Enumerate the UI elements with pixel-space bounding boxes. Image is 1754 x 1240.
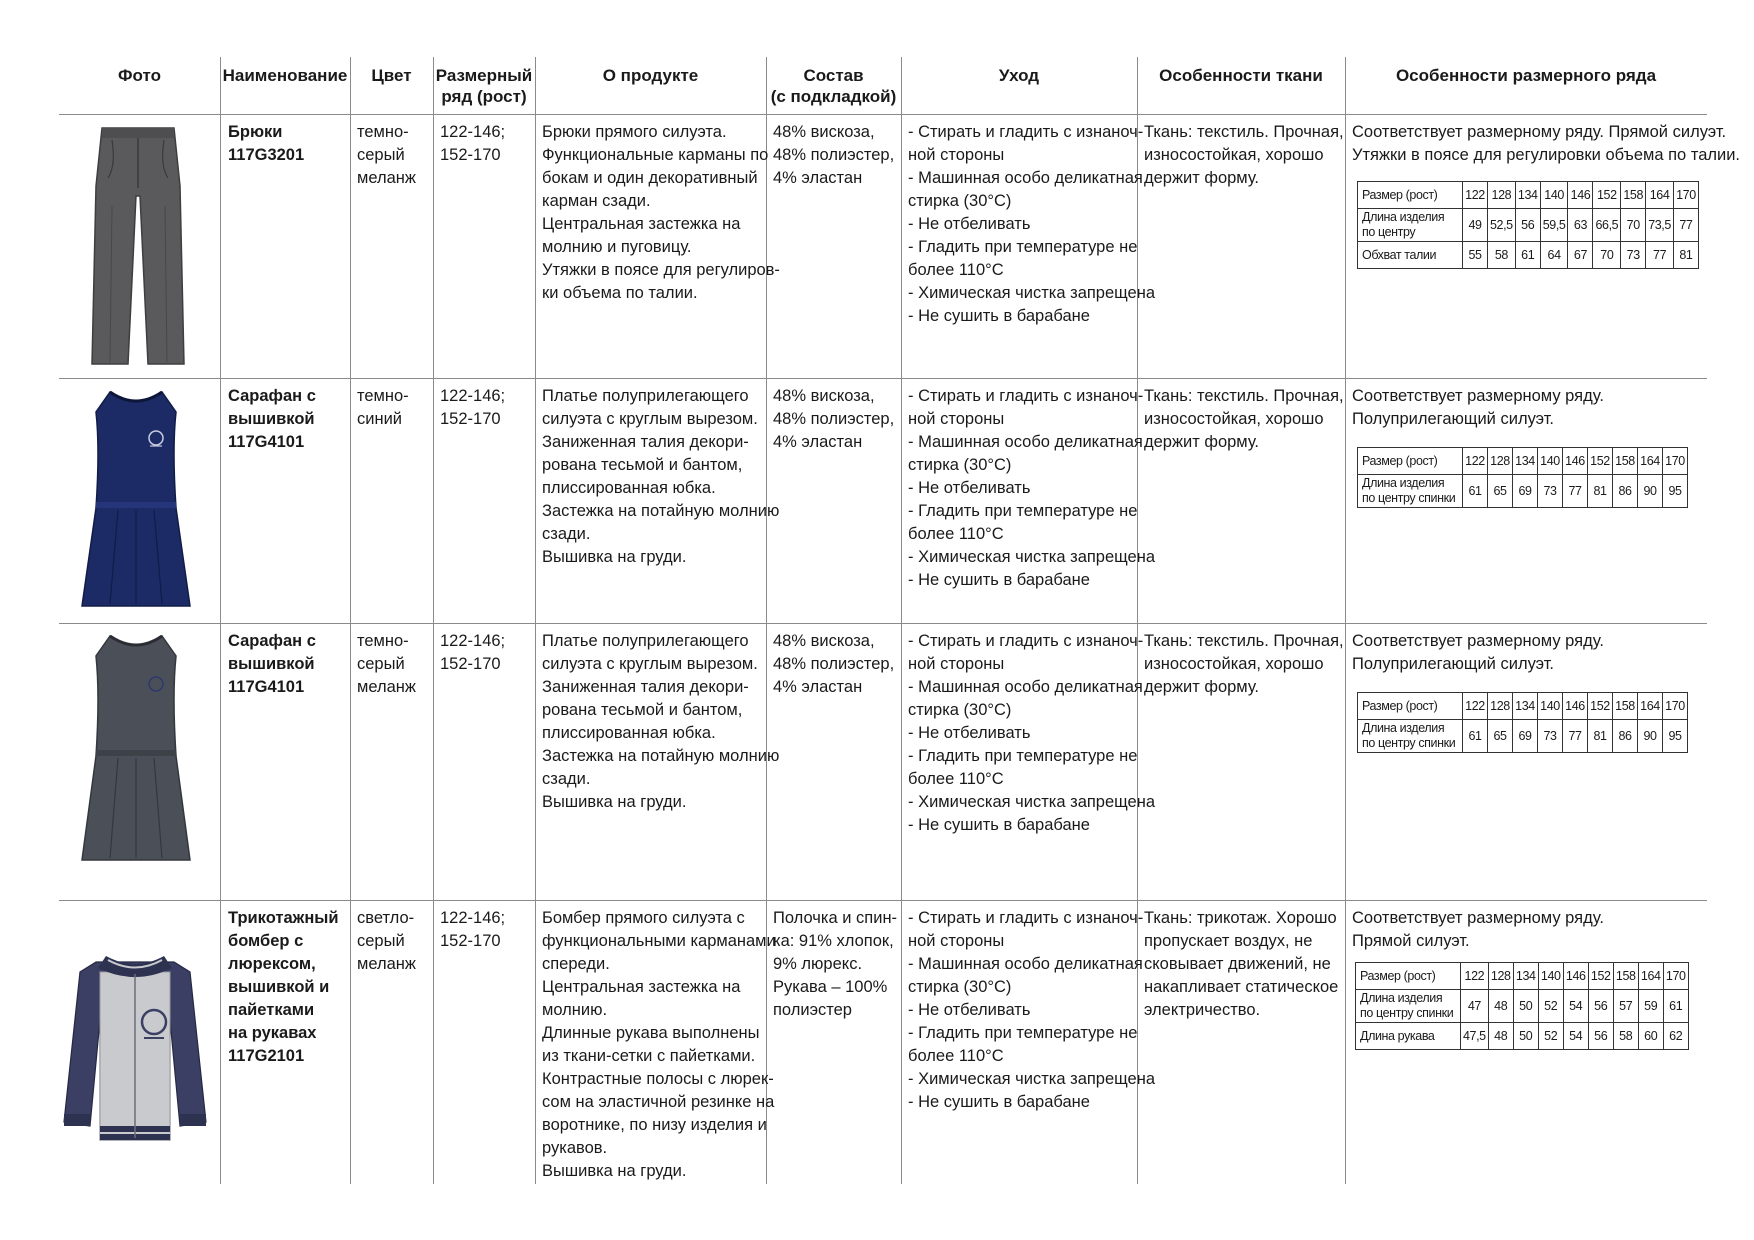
size-table-value: 66,5 (1593, 209, 1621, 242)
row-divider (59, 378, 1707, 379)
size-table-height: 146 (1568, 182, 1593, 209)
size-table-value: 59,5 (1540, 209, 1568, 242)
size-table-height: 164 (1638, 448, 1663, 475)
size-table-value: 47,5 (1461, 1023, 1489, 1050)
column-divider (220, 57, 221, 1184)
size-table-value: 52 (1538, 1023, 1563, 1050)
size-table-value: 60 (1638, 1023, 1663, 1050)
size-table-value: 64 (1540, 242, 1568, 269)
product-care: - Стирать и гладить с изнаноч- ной стороны - Машинная особо деликатная стирка (30°С) - Не отбеливать - Гладить при температуре не более 110°С - Химическая чистка запрещена - Не сушить в барабане (908, 123, 1156, 325)
column-divider (535, 57, 536, 1184)
row-divider (59, 900, 1707, 901)
size-table-value: 62 (1663, 1023, 1688, 1050)
size-table-row (1358, 209, 1699, 242)
product-care: - Стирать и гладить с изнаноч- ной стороны - Машинная особо деликатная стирка (30°С) - Не отбеливать - Гладить при температуре не более 110°С - Химическая чистка запрещена - Не сушить в барабане (908, 387, 1156, 589)
product-size-range: 122-146; 152-170 (440, 909, 506, 950)
size-table-height: 122 (1463, 448, 1488, 475)
product-composition: 48% вискоза, 48% полиэстер, 4% эластан (773, 387, 895, 451)
size-table-value: 48 (1488, 990, 1513, 1023)
size-table-height: 146 (1563, 448, 1588, 475)
size-table-row (1358, 242, 1699, 269)
product-color: темно- серый меланж (357, 123, 416, 187)
size-table-row (1358, 475, 1688, 508)
size-table-value: 48 (1488, 1023, 1513, 1050)
grey-sundress-photo-icon (80, 634, 192, 862)
size-table-row-label: Длина изделия по центру спинки (1356, 990, 1461, 1023)
product-color: темно- синий (357, 387, 409, 428)
size-table-value: 73,5 (1646, 209, 1674, 242)
size-table-height: 170 (1663, 963, 1688, 990)
size-table-value: 55 (1463, 242, 1488, 269)
size-table-header-label: Размер (рост) (1358, 182, 1463, 209)
size-table-value: 90 (1638, 475, 1663, 508)
size-table-height: 128 (1488, 182, 1516, 209)
header-size-range: Размерный ряд (рост) (435, 66, 533, 106)
size-table-row-label: Длина изделия по центру спинки (1358, 720, 1463, 753)
product-size-range: 122-146; 152-170 (440, 632, 506, 673)
product-fabric: Ткань: текстиль. Прочная, износостойкая, хорошо держит форму. (1144, 123, 1344, 187)
header-fabric: Особенности ткани (1159, 66, 1323, 85)
size-table-height: 170 (1673, 182, 1698, 209)
size-table-value: 61 (1663, 990, 1688, 1023)
size-table-row (1356, 1023, 1689, 1050)
size-table-row-label: Длина рукава (1356, 1023, 1461, 1050)
size-table-value: 77 (1563, 720, 1588, 753)
size-table-value: 69 (1513, 720, 1538, 753)
size-table-value: 63 (1568, 209, 1593, 242)
column-divider (1345, 57, 1346, 1184)
size-table-value: 57 (1613, 990, 1638, 1023)
size-table-value: 56 (1588, 1023, 1613, 1050)
size-table (1357, 447, 1688, 508)
size-table-height: 128 (1488, 693, 1513, 720)
size-table-height: 134 (1513, 448, 1538, 475)
product-name: Брюки 117G3201 (228, 123, 305, 164)
product-description: Брюки прямого силуэта. Функциональные карманы по бокам и один декоративный карман сзади. Центральная застежка на молнию и пуговицу. Утяжки в поясе для регулиров- ки объема по талии. (542, 123, 780, 302)
size-note: Соответствует размерному ряду. Прямой силуэт. (1352, 909, 1604, 950)
size-table-value: 50 (1513, 990, 1538, 1023)
size-table-height: 134 (1513, 693, 1538, 720)
header-name: Наименование (222, 66, 348, 85)
product-care: - Стирать и гладить с изнаноч- ной стороны - Машинная особо деликатная стирка (30°С) - Не отбеливать - Гладить при температуре не более 110°С - Химическая чистка запрещена - Не сушить в барабане (908, 909, 1156, 1111)
size-table (1355, 962, 1689, 1050)
product-description: Бомбер прямого силуэта с функциональными карманами спереди. Центральная застежка на молнию. Длинные рукава выполнены из ткани-сетки с пайетками. Контрастные полосы с люрек- сом на эластичной резинке на воротнике, по низу изделия и рукавов. Вышивка на груди. (542, 909, 776, 1180)
size-table-height: 140 (1540, 182, 1568, 209)
size-table-height: 140 (1538, 693, 1563, 720)
column-divider (350, 57, 351, 1184)
size-table-height: 140 (1538, 448, 1563, 475)
size-table-value: 70 (1621, 209, 1646, 242)
size-table-row-label: Длина изделия по центру спинки (1358, 475, 1463, 508)
size-table-value: 47 (1461, 990, 1489, 1023)
size-table-value: 77 (1673, 209, 1698, 242)
product-size-range: 122-146; 152-170 (440, 123, 506, 164)
size-table-height: 164 (1646, 182, 1674, 209)
size-note: Соответствует размерному ряду. Полуприлегающий силуэт. (1352, 387, 1604, 428)
header-size-features: Особенности размерного ряда (1395, 66, 1657, 85)
size-table-value: 65 (1488, 720, 1513, 753)
header-composition: Состав (с подкладкой) (770, 66, 897, 106)
product-color: светло- серый меланж (357, 909, 416, 973)
size-table-height: 122 (1461, 963, 1489, 990)
size-table-value: 77 (1646, 242, 1674, 269)
size-table-height: 122 (1463, 693, 1488, 720)
size-table-row-label: Обхват талии (1358, 242, 1463, 269)
size-table-height: 158 (1613, 963, 1638, 990)
size-table-value: 77 (1563, 475, 1588, 508)
product-description: Платье полуприлегающего силуэта с круглым вырезом. Заниженная талия декори- рована тесьмой и бантом, плиссированная юбка. Застежка на потайную молнию сзади. Вышивка на груди. (542, 632, 780, 811)
size-table-height: 164 (1638, 963, 1663, 990)
size-table-value: 61 (1463, 475, 1488, 508)
product-care: - Стирать и гладить с изнаноч- ной стороны - Машинная особо деликатная стирка (30°С) - Не отбеливать - Гладить при температуре не более 110°С - Химическая чистка запрещена - Не сушить в барабане (908, 632, 1156, 834)
size-table (1357, 692, 1688, 753)
size-table-value: 95 (1663, 720, 1688, 753)
size-table-value: 52,5 (1488, 209, 1516, 242)
size-table-value: 67 (1568, 242, 1593, 269)
navy-sundress-photo-icon (80, 390, 192, 608)
size-table-value: 70 (1593, 242, 1621, 269)
size-table-value: 54 (1563, 990, 1588, 1023)
size-table-value: 73 (1621, 242, 1646, 269)
size-table-header-row (1358, 182, 1699, 209)
size-table-value: 86 (1613, 475, 1638, 508)
size-table-height: 146 (1563, 963, 1588, 990)
size-table-value: 50 (1513, 1023, 1538, 1050)
size-table-header-label: Размер (рост) (1358, 693, 1463, 720)
product-description: Платье полуприлегающего силуэта с круглым вырезом. Заниженная талия декори- рована тесьмой и бантом, плиссированная юбка. Застежка на потайную молнию сзади. Вышивка на груди. (542, 387, 780, 566)
size-table-height: 152 (1588, 963, 1613, 990)
size-table-height: 170 (1663, 448, 1688, 475)
size-table-header-label: Размер (рост) (1358, 448, 1463, 475)
size-table-value: 54 (1563, 1023, 1588, 1050)
size-table-header-row (1356, 963, 1689, 990)
header-divider (59, 114, 1707, 115)
size-table-height: 146 (1563, 693, 1588, 720)
size-table-value: 86 (1613, 720, 1638, 753)
size-table-value: 58 (1488, 242, 1516, 269)
size-table-row (1356, 990, 1689, 1023)
trousers-photo-icon (88, 126, 188, 370)
bomber-jacket-photo-icon (60, 950, 210, 1150)
column-divider (901, 57, 902, 1184)
size-table-value: 69 (1513, 475, 1538, 508)
size-table-value: 52 (1538, 990, 1563, 1023)
size-table-header-row (1358, 693, 1688, 720)
size-table-height: 134 (1515, 182, 1540, 209)
product-composition: 48% вискоза, 48% полиэстер, 4% эластан (773, 632, 895, 696)
size-table-value: 49 (1463, 209, 1488, 242)
size-table-height: 152 (1588, 693, 1613, 720)
size-table-value: 90 (1638, 720, 1663, 753)
size-table-row-label: Длина изделия по центру (1358, 209, 1463, 242)
size-table-row (1358, 720, 1688, 753)
product-composition: Полочка и спин- ка: 91% хлопок, 9% люрекс. Рукава – 100% полиэстер (773, 909, 898, 1019)
size-table-height: 152 (1588, 448, 1613, 475)
size-table-height: 140 (1538, 963, 1563, 990)
product-name: Сарафан с вышивкой 117G4101 (228, 632, 316, 696)
product-fabric: Ткань: трикотаж. Хорошо пропускает воздух, не сковывает движений, не накапливает статическое электричество. (1144, 909, 1339, 1019)
size-table-value: 73 (1538, 720, 1563, 753)
size-table-height: 170 (1663, 693, 1688, 720)
size-table-value: 56 (1588, 990, 1613, 1023)
size-table-height: 128 (1488, 448, 1513, 475)
size-table-value: 65 (1488, 475, 1513, 508)
product-composition: 48% вискоза, 48% полиэстер, 4% эластан (773, 123, 895, 187)
product-fabric: Ткань: текстиль. Прочная, износостойкая, хорошо держит форму. (1144, 632, 1344, 696)
size-table-value: 61 (1463, 720, 1488, 753)
size-table-header-label: Размер (рост) (1356, 963, 1461, 990)
size-table-height: 152 (1593, 182, 1621, 209)
size-table-value: 58 (1613, 1023, 1638, 1050)
size-table-height: 164 (1638, 693, 1663, 720)
size-table-value: 59 (1638, 990, 1663, 1023)
size-table-height: 134 (1513, 963, 1538, 990)
size-table-header-row (1358, 448, 1688, 475)
size-note: Соответствует размерному ряду. Прямой силуэт. Утяжки в поясе для регулировки объема по талии. (1352, 123, 1741, 164)
size-table-value: 81 (1673, 242, 1698, 269)
row-divider (59, 623, 1707, 624)
product-color: темно- серый меланж (357, 632, 416, 696)
header-care: Уход (998, 66, 1040, 85)
header-about: О продукте (602, 66, 699, 85)
header-color: Цвет (371, 66, 412, 85)
product-name: Трикотажный бомбер с люрексом, вышивкой и пайетками на рукавах 117G2101 (228, 909, 339, 1065)
size-table-value: 61 (1515, 242, 1540, 269)
size-table-value: 95 (1663, 475, 1688, 508)
size-table-value: 81 (1588, 475, 1613, 508)
size-table-height: 128 (1488, 963, 1513, 990)
product-fabric: Ткань: текстиль. Прочная, износостойкая, хорошо держит форму. (1144, 387, 1344, 451)
column-divider (433, 57, 434, 1184)
size-table-height: 158 (1621, 182, 1646, 209)
size-table (1357, 181, 1699, 269)
size-table-value: 81 (1588, 720, 1613, 753)
product-size-range: 122-146; 152-170 (440, 387, 506, 428)
header-photo: Фото (118, 66, 161, 85)
size-note: Соответствует размерному ряду. Полуприлегающий силуэт. (1352, 632, 1604, 673)
size-table-height: 158 (1613, 693, 1638, 720)
size-table-value: 56 (1515, 209, 1540, 242)
size-table-height: 122 (1463, 182, 1488, 209)
product-name: Сарафан с вышивкой 117G4101 (228, 387, 316, 451)
size-table-height: 158 (1613, 448, 1638, 475)
size-table-value: 73 (1538, 475, 1563, 508)
